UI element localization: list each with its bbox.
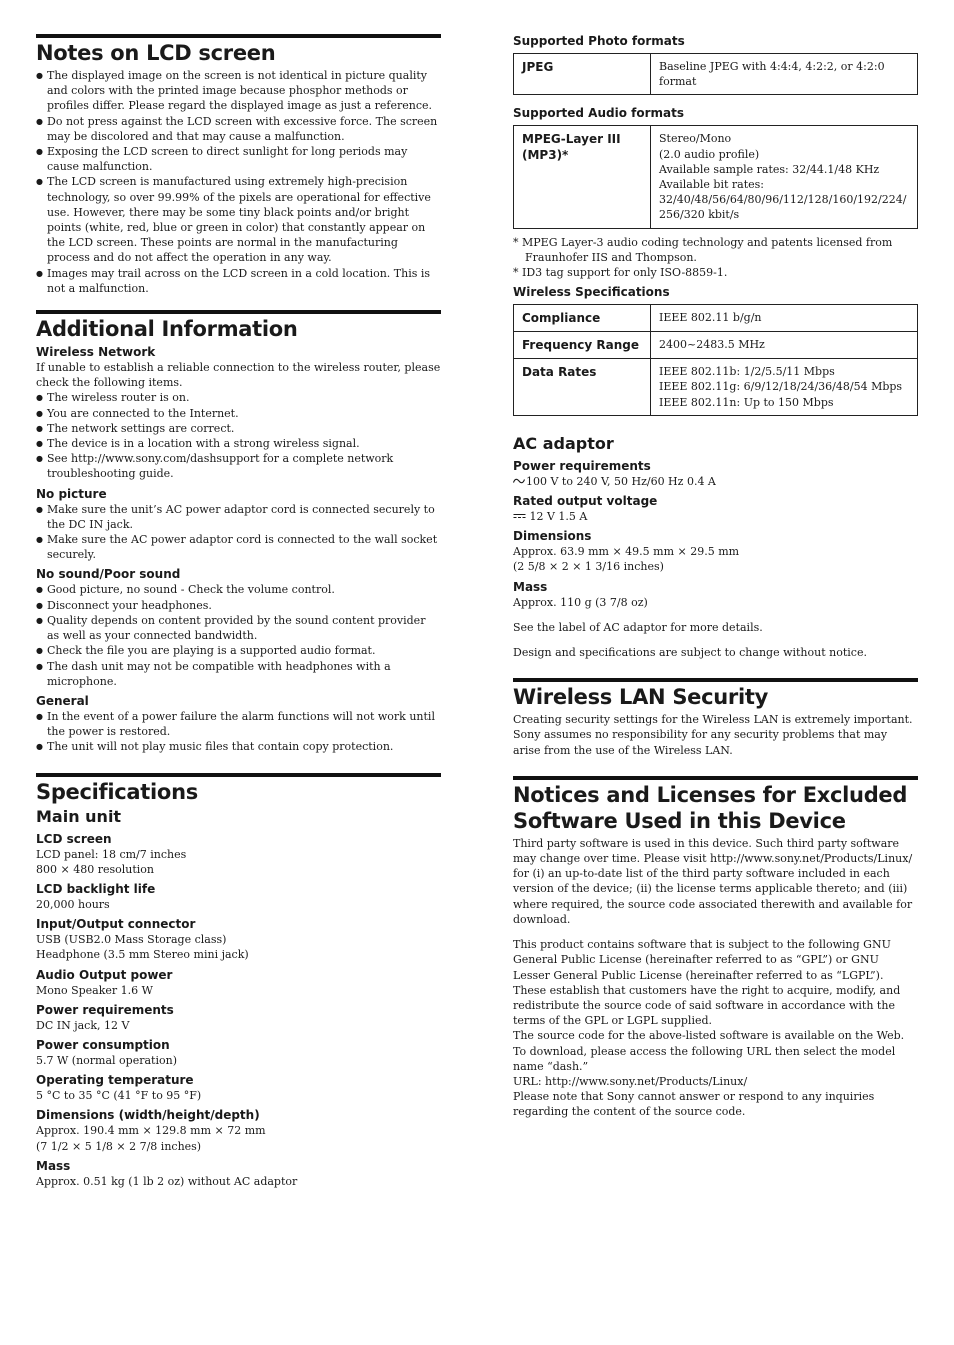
additional-info-title: Additional Information xyxy=(36,317,298,342)
lcd-notes-section xyxy=(36,34,441,296)
table-row xyxy=(514,305,918,332)
audio-footnote: * ID3 tag support for only ISO-8859-1. xyxy=(513,266,728,280)
spec-item xyxy=(36,1037,441,1068)
spec-item-value: (7 1/2 × 5 1/8 × 2 7/8 inches) xyxy=(36,1139,202,1153)
general-list xyxy=(36,709,441,755)
audio-format-key-line: (MP3)* xyxy=(522,148,569,163)
list-item: ● The dash unit may not be compatible with headphones with a microphone. xyxy=(36,659,441,689)
data-rate-line: IEEE 802.11g: 6/9/12/18/24/36/48/54 Mbps xyxy=(659,380,903,394)
list-item: ● Exposing the LCD screen to direct sunlight for long periods may cause malfunction. xyxy=(36,144,441,174)
rated-output-value: 12 V 1.5 A xyxy=(513,509,918,524)
data-rate-line: IEEE 802.11n: Up to 150 Mbps xyxy=(659,395,834,409)
list-item: ● The displayed image on the screen is not identical in picture quality and colors with the printed image because phosphor methods or profiles differ. Please regard the displayed image as just a reference. xyxy=(36,68,441,114)
list-item: ● In the event of a power failure the alarm functions will not work until the power is restored. xyxy=(36,709,441,739)
notices-paragraph: Third party software is used in this device. Such third party software may change over time. Please visit http://www.sony.net/Products/Linux/ for (i) an up-to-date list of the third party software included in each version of the device; (ii) the license terms applicable thereto; and (iii) where required, the source code associated therewith and available for download. xyxy=(513,836,913,926)
spec-item-label: Power consumption xyxy=(36,1037,170,1052)
audio-footnote: * MPEG Layer-3 audio coding technology and patents licensed from Fraunhofer IIS and Thompson. xyxy=(513,235,893,264)
spec-item-value: DC IN jack, 12 V xyxy=(36,1018,130,1032)
spec-item xyxy=(36,967,441,998)
specifications-title: Specifications xyxy=(36,779,198,804)
spec-item-value: 800 × 480 resolution xyxy=(36,862,154,876)
table-row xyxy=(514,332,918,359)
table-row xyxy=(514,126,918,228)
wireless-spec-key: Compliance xyxy=(514,305,651,332)
spec-item-value: Headphone (3.5 mm Stereo mini jack) xyxy=(36,948,249,962)
ac-symbol-icon xyxy=(513,474,526,489)
spec-item-label: Input/Output connector xyxy=(36,917,196,932)
photo-formats-table xyxy=(513,53,918,95)
no-picture-label: No picture xyxy=(36,486,107,501)
ac-power-value: 100 V to 240 V, 50 Hz/60 Hz 0.4 A xyxy=(513,474,918,489)
list-item: ● Do not press against the LCD screen with excessive force. The screen may be discolored and that may cause a malfunction. xyxy=(36,114,441,144)
spec-item-value: Approx. 0.51 kg (1 lb 2 oz) without AC adaptor xyxy=(36,1174,298,1188)
no-picture-list xyxy=(36,502,441,563)
spec-item xyxy=(36,831,441,877)
spec-item-value: 20,000 hours xyxy=(36,897,110,911)
ac-mass-label: Mass xyxy=(513,579,548,594)
notices-section xyxy=(513,776,918,1120)
list-item: ● Make sure the AC power adaptor cord is connected to the wall socket securely. xyxy=(36,532,441,562)
list-item: ● Good picture, no sound - Check the volume control. xyxy=(36,582,441,597)
ac-note: See the label of AC adaptor for more details. xyxy=(513,620,763,634)
spec-item xyxy=(36,1107,441,1153)
photo-formats-label: Supported Photo formats xyxy=(513,34,685,48)
wireless-spec-value xyxy=(651,359,918,416)
photo-format-key: JPEG xyxy=(514,54,651,95)
spec-item-value: LCD panel: 18 cm/7 inches xyxy=(36,847,187,861)
list-item: ● The network settings are correct. xyxy=(36,421,441,436)
no-sound-label: No sound/Poor sound xyxy=(36,567,181,582)
audio-format-value xyxy=(651,126,918,228)
ac-dimensions-line: Approx. 63.9 mm × 49.5 mm × 29.5 mm xyxy=(513,545,740,559)
spec-item xyxy=(36,881,441,912)
audio-format-line: 256/320 kbit/s xyxy=(659,208,740,222)
table-row xyxy=(514,359,918,416)
notices-paragraph: This product contains software that is subject to the following GNU General Public License (hereinafter referred to as “GPL”) or GNU Lesser General Public License (hereinafter referred to as “LGPL”). These establish that customers have the right to acquire, modify, and redistribute the source code of said software in accordance with the terms of the GPL or LGPL supplied. xyxy=(513,938,901,1028)
additional-info-section xyxy=(36,310,441,754)
audio-format-line: Available bit rates: xyxy=(659,178,765,192)
ac-power-label: Power requirements xyxy=(513,458,651,473)
audio-format-line: (2.0 audio profile) xyxy=(659,147,760,161)
spec-item-value: 5 °C to 35 °C (41 °F to 95 °F) xyxy=(36,1089,202,1103)
spec-item-value: 5.7 W (normal operation) xyxy=(36,1053,177,1067)
dc-symbol-icon xyxy=(513,509,526,524)
spec-item-label: LCD screen xyxy=(36,831,112,846)
audio-formats-table xyxy=(513,125,918,228)
wlan-security-text: Creating security settings for the Wireless LAN is extremely important. Sony assumes no responsibility for any security problems that may arise from the use of the Wireless LAN. xyxy=(513,713,913,757)
ac-mass-value: Approx. 110 g (3 7/8 oz) xyxy=(513,595,648,609)
right-column xyxy=(513,33,918,1120)
spec-list xyxy=(36,831,441,1189)
lcd-notes-list xyxy=(36,68,441,296)
left-column xyxy=(36,34,441,1193)
wireless-network-list xyxy=(36,390,441,481)
spec-item-value: Mono Speaker 1.6 W xyxy=(36,983,153,997)
audio-format-key xyxy=(514,126,651,228)
spec-item xyxy=(36,916,441,962)
list-item: ● Disconnect your headphones. xyxy=(36,598,441,613)
wireless-spec-value: 2400~2483.5 MHz xyxy=(651,332,918,359)
lcd-notes-title: Notes on LCD screen xyxy=(36,41,276,65)
audio-format-key-line: MPEG-Layer III xyxy=(522,132,621,147)
table-row xyxy=(514,54,918,95)
spec-item xyxy=(36,1158,441,1189)
photo-format-value: Baseline JPEG with 4:4:4, 4:2:2, or 4:2:0 format xyxy=(651,54,918,95)
list-item: ● You are connected to the Internet. xyxy=(36,406,441,421)
wlan-security-title: Wireless LAN Security xyxy=(513,685,768,710)
notices-paragraph: To download, please access the following URL then select the model name “dash.” xyxy=(513,1044,896,1073)
spec-item-label: Dimensions (width/height/depth) xyxy=(36,1108,260,1123)
list-item: ● The LCD screen is manufactured using extremely high-precision technology, so over 99.99% of the pixels are operational for effective use. However, there may be some tiny black points and/or bright points (white, red, blue or green in color) that constantly appear on the LCD screen. These points are normal in the manufacturing process and do not affect the operation in any way. xyxy=(36,174,441,265)
main-unit-title: Main unit xyxy=(36,806,122,826)
spec-item-value: USB (USB2.0 Mass Storage class) xyxy=(36,933,227,947)
notices-url: URL: http://www.sony.net/Products/Linux/ xyxy=(513,1074,748,1088)
audio-format-line: 32/40/48/56/64/80/96/112/128/160/192/224/ xyxy=(659,193,907,207)
wireless-spec-key: Data Rates xyxy=(514,359,651,416)
list-item: ● See http://www.sony.com/dashsupport for a complete network troubleshooting guide. xyxy=(36,451,441,481)
wireless-spec-label: Wireless Specifications xyxy=(513,285,670,300)
spec-item-value: Approx. 190.4 mm × 129.8 mm × 72 mm xyxy=(36,1124,266,1138)
wireless-network-label: Wireless Network xyxy=(36,345,156,360)
list-item: ● Check the file you are playing is a supported audio format. xyxy=(36,643,441,658)
spec-item xyxy=(36,1072,441,1103)
wireless-spec-table xyxy=(513,304,918,416)
wireless-network-intro: If unable to establish a reliable connection to the wireless router, please check the following items. xyxy=(36,361,441,390)
list-item: ● Make sure the unit’s AC power adaptor cord is connected securely to the DC IN jack. xyxy=(36,502,441,532)
ac-adaptor-title: AC adaptor xyxy=(513,433,614,453)
spec-item-label: LCD backlight life xyxy=(36,881,156,896)
spec-item-label: Power requirements xyxy=(36,1002,174,1017)
ac-note: Design and specifications are subject to change without notice. xyxy=(513,646,867,660)
no-sound-list xyxy=(36,582,441,688)
spec-item xyxy=(36,1002,441,1033)
general-label: General xyxy=(36,693,89,708)
spec-item-label: Mass xyxy=(36,1158,71,1173)
wireless-spec-key: Frequency Range xyxy=(514,332,651,359)
specifications-section xyxy=(36,773,441,1189)
list-item: ● Images may trail across on the LCD screen in a cold location. This is not a malfunction. xyxy=(36,266,441,296)
data-rate-line: IEEE 802.11b: 1/2/5.5/11 Mbps xyxy=(659,365,835,379)
list-item: ● The device is in a location with a strong wireless signal. xyxy=(36,436,441,451)
rated-output-label: Rated output voltage xyxy=(513,494,658,509)
audio-formats-label: Supported Audio formats xyxy=(513,106,684,121)
notices-title: Notices and Licenses for Excluded Software Used in this Device xyxy=(513,782,908,833)
list-item: ● Quality depends on content provided by the sound content provider as well as your connected bandwidth. xyxy=(36,613,441,643)
notices-paragraph: The source code for the above-listed software is available on the Web. xyxy=(513,1029,905,1043)
notices-paragraph: Please note that Sony cannot answer or respond to any inquiries regarding the content of the source code. xyxy=(513,1090,875,1119)
spec-item-label: Audio Output power xyxy=(36,967,173,982)
ac-dimensions-line: (2 5/8 × 2 × 1 3/16 inches) xyxy=(513,560,664,574)
audio-format-line: Available sample rates: 32/44.1/48 KHz xyxy=(659,162,880,176)
audio-format-line: Stereo/Mono xyxy=(659,132,732,146)
wireless-spec-value: IEEE 802.11 b/g/n xyxy=(651,305,918,332)
list-item: ● The wireless router is on. xyxy=(36,390,441,405)
ac-dimensions-label: Dimensions xyxy=(513,529,592,544)
spec-item-label: Operating temperature xyxy=(36,1073,194,1088)
wlan-security-section xyxy=(513,678,918,758)
list-item: ● The unit will not play music files that contain copy protection. xyxy=(36,739,441,754)
